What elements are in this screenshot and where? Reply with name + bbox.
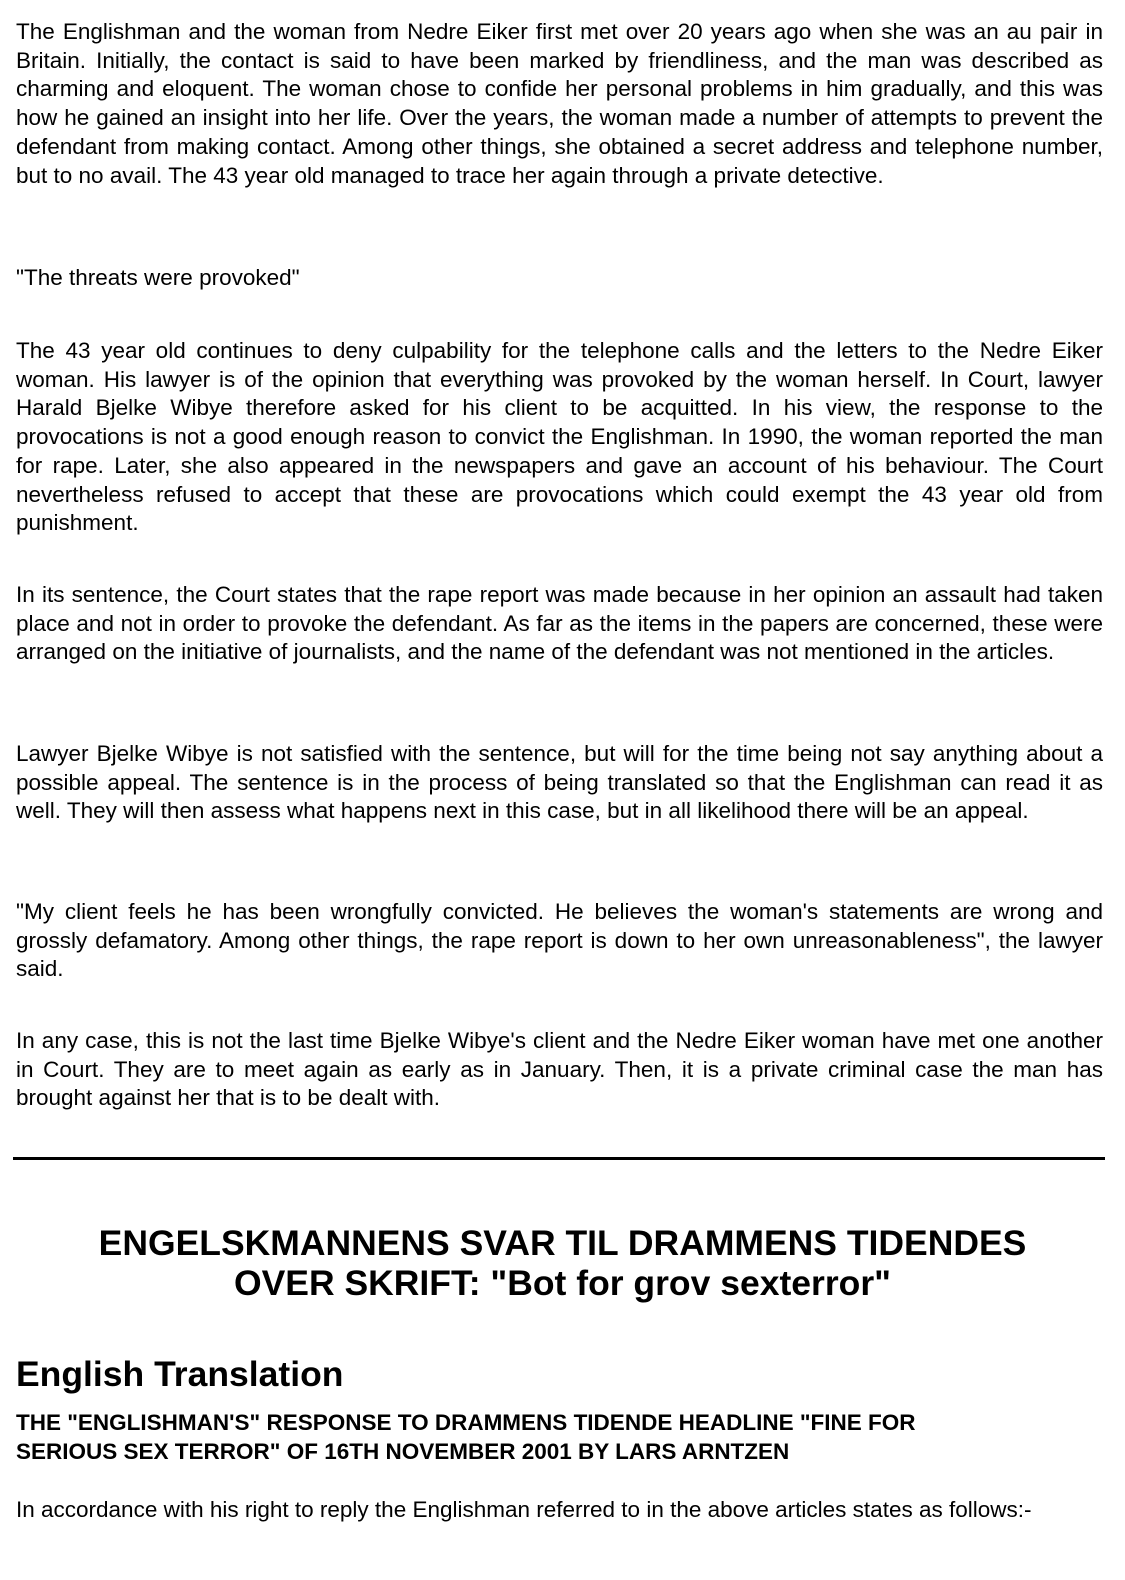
paragraph-denial: The 43 year old continues to deny culpability for the telephone calls and the letters to the Nedre Eiker woman. His lawyer is of the opinion that everything was provoked by the woman herself. In Court, lawyer Harald Bjelke Wibye therefore asked for his client to be acquitted. In his view, the response to the provocations is not a good enough reason to convict the Englishman. In 1990, the woman reported the man for rape. Later, she also appeared in the newspapers and gave an account of his behaviour. The Court nevertheless refused to accept that these are provocations which could exempt the 43 year old from punishment.: [16, 338, 1103, 536]
translation-title-line-2: SERIOUS SEX TERROR" OF 16TH NOVEMBER 2001 BY LARS ARNTZEN: [16, 1439, 790, 1464]
paragraph-right-to-reply: In accordance with his right to reply the Englishman referred to in the above articles states as follows:-: [16, 1497, 1032, 1522]
section-divider: [13, 1157, 1105, 1160]
paragraph-first-meeting: The Englishman and the woman from Nedre Eiker first met over 20 years ago when she was an au pair in Britain. Initially, the contact is said to have been marked by friendliness, and the man was described as charming and eloquent. The woman chose to confide her personal problems in him gradually, and this was how he gained an insight into her life. Over the years, the woman made a number of attempts to prevent the defendant from making contact. Among other things, she obtained a secret address and telephone number, but to no avail. The 43 year old managed to trace her again through a private detective.: [16, 19, 1103, 188]
headline-line-2: OVER SKRIFT: "Bot for grov sexterror": [234, 1263, 891, 1303]
paragraph-lawyer-quote: "My client feels he has been wrongfully convicted. He believes the woman's statements are wrong and grossly defamatory. Among other things, the rape report is down to her own unreasonableness", the lawyer said.: [16, 899, 1103, 982]
translation-title-line-1: THE "ENGLISHMAN'S" RESPONSE TO DRAMMENS TIDENDE HEADLINE "FINE FOR: [16, 1410, 916, 1435]
paragraph-private-case: In any case, this is not the last time Bjelke Wibye's client and the Nedre Eiker woman have met one another in Court. They are to meet again as early as in January. Then, it is a private criminal case the man has brought against her that is to be dealt with.: [16, 1028, 1103, 1111]
norwegian-headline: [0, 1223, 1125, 1303]
paragraph-court-sentence: In its sentence, the Court states that the rape report was made because in her opinion an assault had taken place and not in order to provoke the defendant. As far as the items in the papers are concerned, these were arranged on the initiative of journalists, and the name of the defendant was not mentioned in the articles.: [16, 582, 1103, 665]
headline-line-1: ENGELSKMANNENS SVAR TIL DRAMMENS TIDENDES: [98, 1223, 1027, 1263]
translation-title: [16, 1408, 1106, 1466]
paragraph-appeal: Lawyer Bjelke Wibye is not satisfied with the sentence, but will for the time being not say anything about a possible appeal. The sentence is in the process of being translated so that the Englishman can read it as well. They will then assess what happens next in this case, but in all likelihood there will be an appeal.: [16, 741, 1103, 824]
section-subheading-threats: "The threats were provoked": [16, 265, 300, 290]
translation-heading: English Translation: [16, 1354, 344, 1394]
